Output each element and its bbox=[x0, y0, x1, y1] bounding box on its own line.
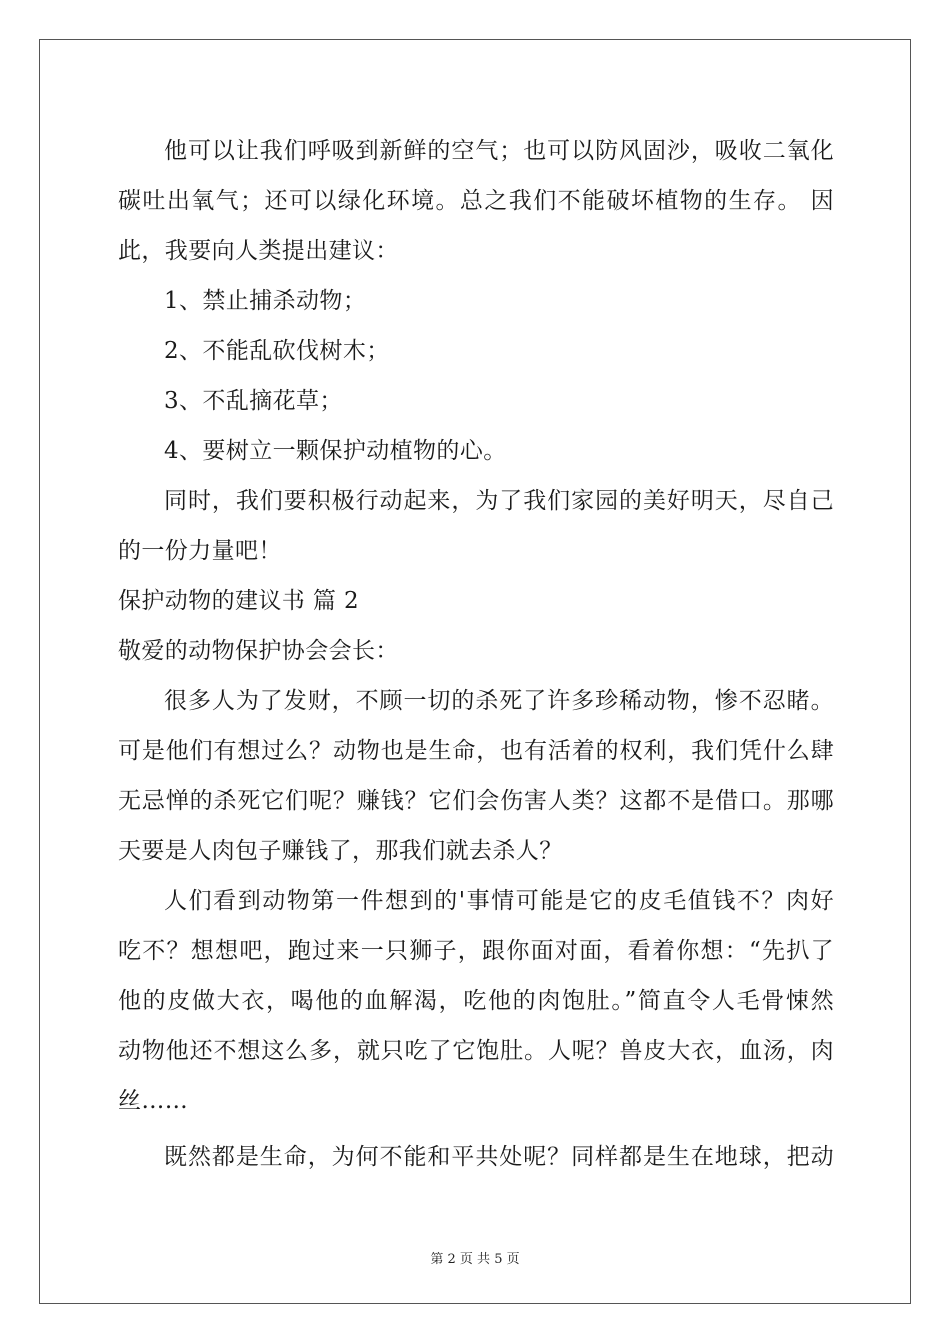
text-line: 2、不能乱砍伐树木； bbox=[164, 338, 390, 364]
text-line: 可是他们有想过么？动物也是生命，也有活着的权利，我们凭什么肆 bbox=[118, 738, 834, 764]
page-number-footer: 第 2 页 共 5 页 bbox=[430, 1252, 520, 1267]
text-line: 敬爱的动物保护协会会长： bbox=[118, 638, 399, 664]
text-line: 丝…… bbox=[118, 1088, 189, 1114]
document-body bbox=[118, 126, 834, 1182]
text-line: 人们看到动物第一件想到的'事情可能是它的皮毛值钱不？肉好 bbox=[164, 888, 834, 914]
text-line: 保护动物的建议书 篇 2 bbox=[118, 588, 360, 614]
text-line: 碳吐出氧气；还可以绿化环境。总之我们不能破坏植物的生存。 因 bbox=[118, 188, 834, 214]
text-line: 动物他还不想这么多，就只吃了它饱肚。人呢？兽皮大衣，血汤，肉 bbox=[118, 1038, 834, 1064]
text-line: 很多人为了发财，不顾一切的杀死了许多珍稀动物，惨不忍睹。 bbox=[164, 688, 834, 714]
text-line: 无忌惮的杀死它们呢？赚钱？它们会伤害人类？这都不是借口。那哪 bbox=[118, 788, 834, 814]
text-line: 4、要树立一颗保护动植物的心。 bbox=[164, 438, 507, 464]
text-line: 3、不乱摘花草； bbox=[164, 388, 343, 414]
text-line: 他的皮做大衣，喝他的血解渴，吃他的肉饱肚。”简直令人毛骨悚然 bbox=[118, 988, 834, 1014]
text-line: 同时，我们要积极行动起来，为了我们家园的美好明天，尽自己 bbox=[164, 488, 834, 514]
text-line: 的一份力量吧！ bbox=[118, 538, 282, 564]
text-line: 1、禁止捕杀动物； bbox=[164, 288, 367, 314]
text-line: 他可以让我们呼吸到新鲜的空气；也可以防风固沙，吸收二氧化 bbox=[164, 138, 834, 164]
text-line: 吃不？想想吧，跑过来一只狮子，跟你面对面，看着你想：“先扒了 bbox=[118, 938, 834, 964]
text-line: 既然都是生命，为何不能和平共处呢？同样都是生在地球，把动 bbox=[164, 1144, 834, 1170]
text-line: 此，我要向人类提出建议： bbox=[118, 238, 399, 264]
text-line: 天要是人肉包子赚钱了，那我们就去杀人？ bbox=[118, 838, 563, 864]
